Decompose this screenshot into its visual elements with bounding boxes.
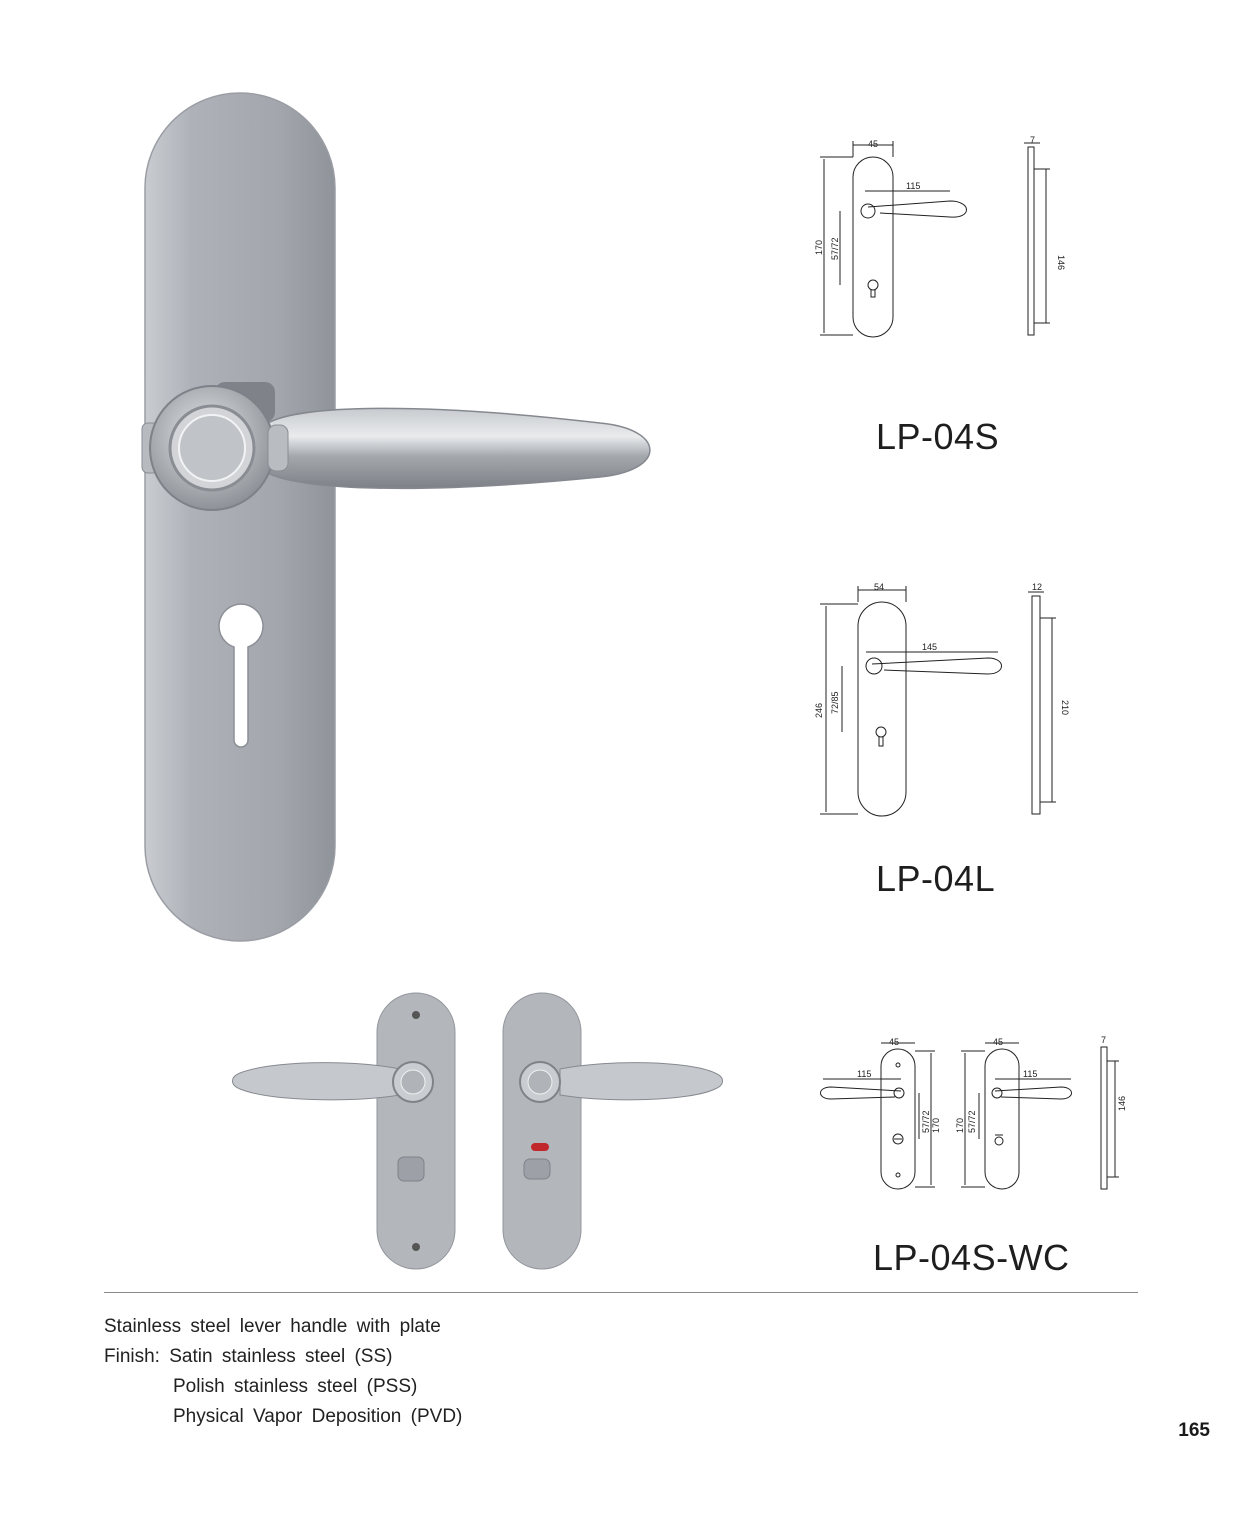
dim-thickness: 12 [1032,582,1043,592]
finish-item: Polish stainless steel (PSS) [173,1376,418,1397]
dim-width: 45 [868,139,879,149]
dim-lever: 145 [922,642,938,652]
finish-label: Finish: [104,1346,160,1367]
dim-holes: 210 [1060,700,1070,716]
dim-width: 54 [874,582,885,592]
finish-item: Satin stainless steel (SS) [169,1346,393,1367]
dim-height: 170 [814,239,824,255]
dim-backset: 72/85 [830,691,840,714]
dim-height: 170 [931,1117,941,1133]
main-product-image [130,85,680,955]
finish-row [104,1342,462,1372]
model-label-lp-04l: LP-04L [876,858,996,899]
lp-04l-drawing [810,580,1070,820]
dim-holes: 146 [1117,1095,1127,1111]
dim-lever: 115 [906,181,921,191]
lp-04s-drawing [810,135,1070,345]
dim-height: 170 [955,1117,965,1133]
dim-backset: 57/72 [830,237,840,260]
dim-width: 45 [889,1037,900,1047]
dim-thickness: 7 [1030,135,1036,145]
page-number: 165 [1178,1420,1210,1441]
dim-backset: 57/72 [967,1110,977,1133]
product-description [104,1312,462,1432]
dim-thickness: 7 [1101,1035,1107,1045]
dim-height: 246 [814,702,824,718]
description-line: Stainless steel lever handle with plate [104,1316,441,1337]
divider [104,1292,1138,1293]
dim-width: 45 [993,1037,1004,1047]
model-label-lp-04s: LP-04S [876,416,1000,457]
finish-item: Physical Vapor Deposition (PVD) [173,1406,463,1427]
dim-holes: 146 [1056,255,1066,271]
lp-04s-wc-drawing [815,1035,1135,1195]
dim-lever: 115 [1023,1069,1038,1079]
dim-lever: 115 [857,1069,872,1079]
model-label-lp-04s-wc: LP-04S-WC [873,1237,1070,1278]
dim-backset: 57/72 [921,1110,931,1133]
wc-product-image [230,985,730,1275]
